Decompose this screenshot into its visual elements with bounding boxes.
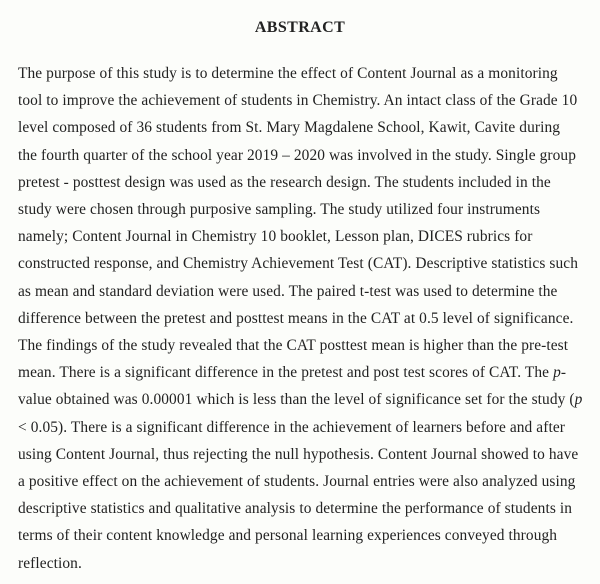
paragraph-line	[18, 441, 582, 468]
text-segment: pretest - posttest design was used as the research design. The students included in the	[18, 173, 551, 191]
text-segment: mean. There is a significant difference in the pretest and post test scores of CAT. The	[18, 364, 554, 382]
abstract-title: ABSTRACT	[254, 19, 346, 36]
text-segment: level composed of 36 students from St. Mary Magdalene School, Kawit, Cavite during	[18, 119, 561, 137]
paragraph-line	[18, 359, 582, 386]
paragraph-line	[18, 196, 582, 223]
text-segment: using Content Journal, thus rejecting the null hypothesis. Content Journal showed to have	[18, 445, 579, 463]
paragraph-line	[18, 522, 582, 549]
text-segment: tool to improve the achievement of students in Chemistry. An intact class of the Grade 10	[18, 92, 578, 110]
text-segment: The findings of the study revealed that the CAT posttest mean is higher than the pre-test	[18, 337, 569, 355]
text-segment: a positive effect on the achievement of students. Journal entries were also analyzed using	[18, 473, 576, 491]
paragraph-line	[18, 87, 582, 114]
paragraph-line	[18, 550, 582, 577]
text-segment: reflection.	[18, 554, 82, 572]
text-segment: -	[560, 364, 567, 382]
text-segment: descriptive statistics and qualitative analysis to determine the performance of students in	[18, 500, 573, 518]
text-segment: < 0.05). There is a significant difference in the achievement of learners before and after	[18, 418, 565, 436]
text-segment: value obtained was 0.00001 which is less than the level of significance set for the study (	[18, 391, 575, 409]
paragraph-line	[18, 386, 582, 413]
text-segment: the fourth quarter of the school year 2019 – 2020 was involved in the study. Single group	[18, 146, 577, 164]
paragraph-line	[18, 495, 582, 522]
paragraph-line	[18, 250, 582, 277]
paragraph-line	[18, 114, 582, 141]
paragraph-line	[18, 332, 582, 359]
text-segment: study were chosen through purposive sampling. The study utilized four instruments	[18, 201, 541, 219]
text-segment: difference between the pretest and posttest means in the CAT at 0.5 level of significance.	[18, 309, 574, 327]
italic-text-segment: p	[574, 391, 583, 409]
text-segment: constructed response, and Chemistry Achievement Test (CAT). Descriptive statistics such	[18, 255, 578, 273]
italic-text-segment: p	[553, 364, 561, 382]
paragraph-line	[18, 278, 582, 305]
paragraph-line	[18, 468, 582, 495]
abstract-paragraph	[18, 60, 582, 577]
text-segment: terms of their content knowledge and personal learning experiences conveyed through	[18, 527, 558, 545]
text-segment: The purpose of this study is to determine the effect of Content Journal as a monitoring	[18, 65, 558, 82]
paragraph-line	[18, 169, 582, 196]
paragraph-line	[18, 60, 582, 87]
paragraph-line	[18, 414, 582, 441]
text-segment: namely; Content Journal in Chemistry 10 booklet, Lesson plan, DICES rubrics for	[18, 228, 533, 246]
paragraph-line	[18, 142, 582, 169]
text-segment: as mean and standard deviation were used. The paired t-test was used to determine the	[18, 282, 558, 300]
paragraph-line	[18, 305, 582, 332]
paragraph-line	[18, 223, 582, 250]
